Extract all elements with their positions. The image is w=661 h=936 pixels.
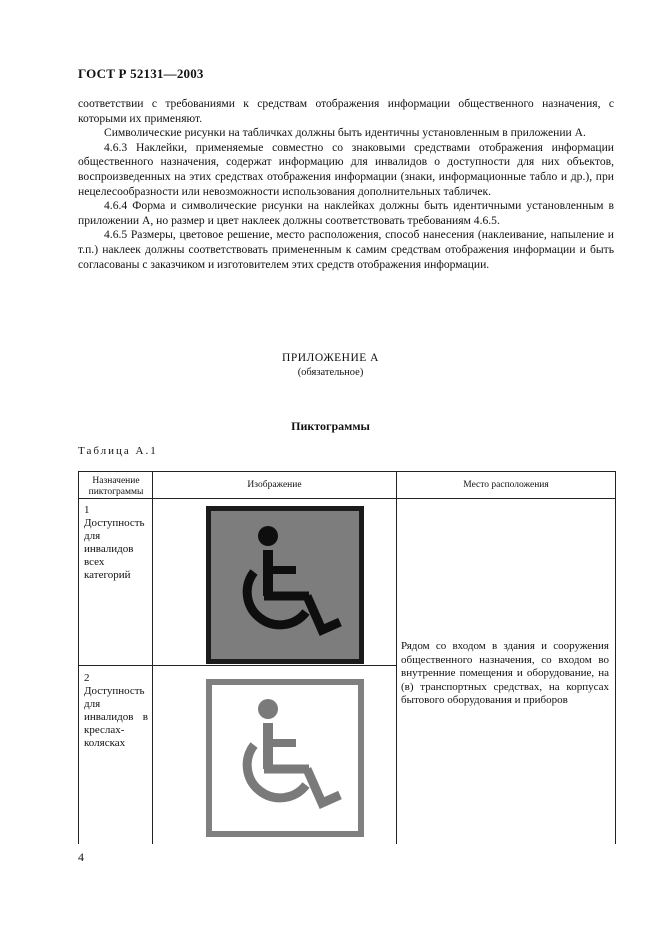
appendix-title: ПРИЛОЖЕНИЕ А xyxy=(282,352,379,364)
page-number: 4 xyxy=(78,850,84,864)
section-title: Пиктограммы xyxy=(291,419,370,433)
paragraph-continuation: соответствии с требованиями к средствам отображения информации общественного назначения, с которыми их применяют. xyxy=(78,97,614,125)
document-header: ГОСТ Р 52131—2003 xyxy=(78,66,204,81)
body-text xyxy=(78,97,614,272)
wheelchair-icon-dark xyxy=(206,506,364,664)
pictogram-table xyxy=(78,471,616,844)
header-purpose: Назначение пиктограммы xyxy=(88,476,144,497)
paragraph-4-6-3: 4.6.3 Наклейки, применяемые совместно со знаковыми средствами отображения информации общественного назначения, содержат информацию для инвалидов о доступности для них объектов, воспроизведенных на этих средствах отображения информации (знаки, информационные табло и др.), при нецелесообразности или невозможности использования дополнительных табличек. xyxy=(78,140,614,198)
paragraph-4-6-5: 4.6.5 Размеры, цветовое решение, место расположения, способ нанесения (наклеивание, напыление и т.п.) наклеек должны соответствовать примененным к самим средствам отображения информации и быть согласованы с заказчиком и изготовителем этих средств отображения информации. xyxy=(78,228,614,271)
row-1-name: 1 Доступность для инвалидов всех категорий xyxy=(84,504,145,581)
paragraph-4-6-4: 4.6.4 Форма и символические рисунки на наклейках должны быть идентичными установленным в приложении А, но размер и цвет наклеек должны соответствовать требованиям 4.6.5. xyxy=(78,199,614,227)
paragraph-symbolic-drawings: Символические рисунки на табличках должны быть идентичны установленным в приложении А. xyxy=(104,126,586,140)
location-text: Рядом со входом в здания и сооружения общественного назначения, со входом во внутренние помещения и оборудование, на (в) транспортных средствах, на корпусах бытового оборудования и приборов xyxy=(401,640,609,707)
header-location: Место расположения xyxy=(463,480,549,490)
header-image: Изображение xyxy=(247,480,302,490)
wheelchair-icon-light xyxy=(206,679,364,837)
appendix-subtitle: (обязательное) xyxy=(297,367,364,378)
table-label: Таблица А.1 xyxy=(78,445,158,457)
row-2-name: 2 Доступность для инвалидов в креслах-колясках xyxy=(84,672,148,749)
